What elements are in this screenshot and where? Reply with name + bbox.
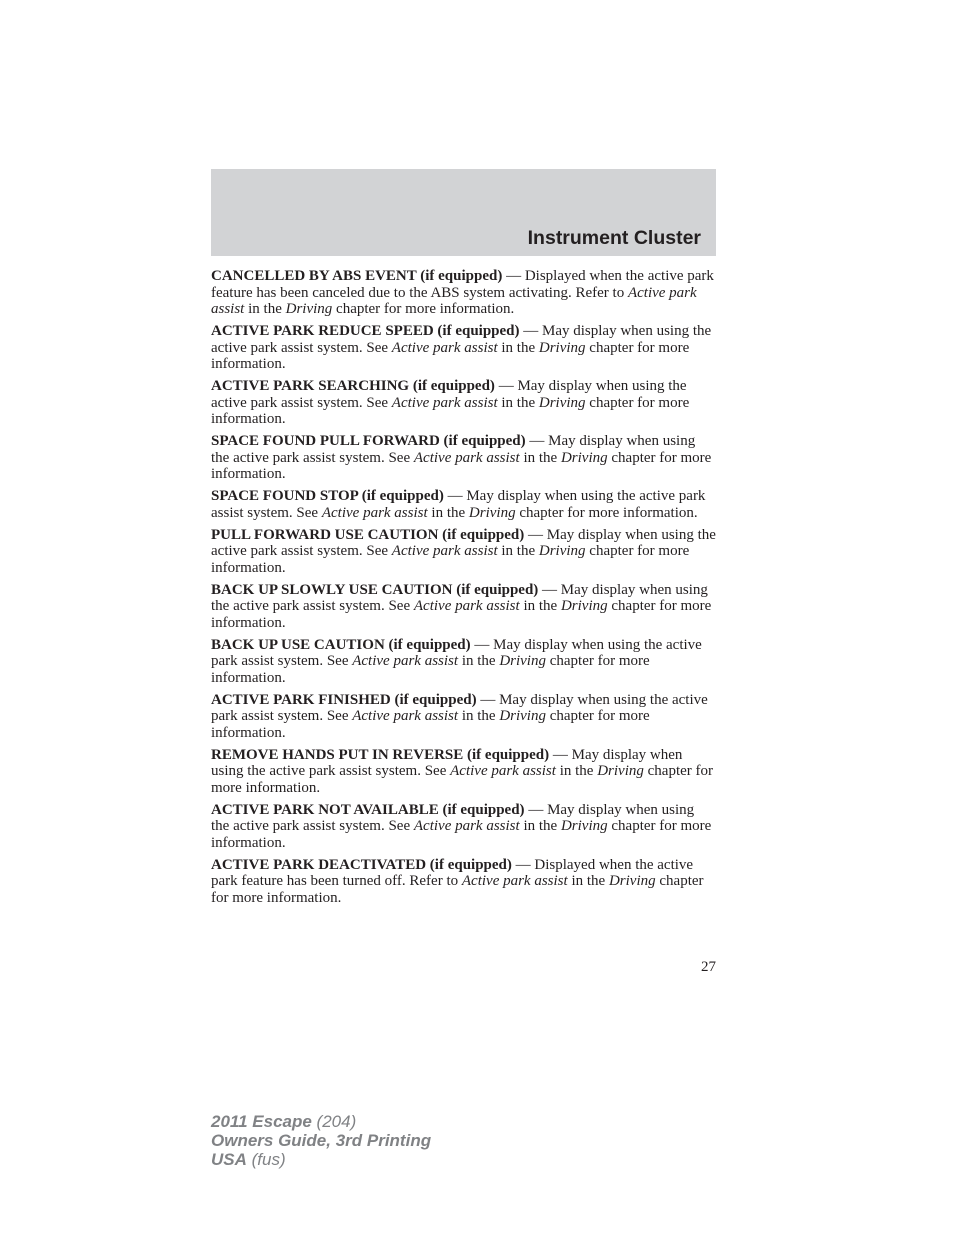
reference-chapter: Driving [560, 449, 608, 466]
message-entry [211, 323, 716, 373]
reference-chapter: Driving [538, 339, 586, 356]
message-description: — May display when using the active park assist system. See [211, 526, 716, 559]
message-description: chapter for more information. [332, 301, 515, 317]
message-entry [211, 802, 716, 852]
message-description: chapter for more information. [211, 449, 712, 482]
footer-model-code: (204) [311, 1112, 357, 1131]
reference-topic: Active park assist [450, 763, 556, 779]
message-description: in the [497, 543, 539, 559]
message-description: chapter for more information. [211, 394, 690, 427]
message-description: — May display when using the active park assist system. See [211, 636, 702, 669]
reference-topic: Active park assist [413, 598, 520, 614]
message-term: ACTIVE PARK REDUCE SPEED (if equipped) [211, 323, 520, 339]
message-description: in the [458, 653, 500, 669]
message-entry [211, 433, 716, 483]
message-entry [211, 378, 716, 428]
reference-chapter: Driving [285, 301, 333, 317]
reference-chapter: Driving [538, 543, 586, 559]
message-term: ACTIVE PARK SEARCHING (if equipped) [211, 378, 495, 394]
message-entry [211, 637, 716, 687]
message-entry [211, 268, 716, 318]
page-number: 27 [701, 959, 716, 975]
footer-market-code: (fus) [246, 1150, 286, 1169]
message-description: chapter for more information. [211, 873, 704, 906]
message-description: — May display when using the active park assist system. See [211, 801, 695, 834]
reference-chapter: Driving [499, 708, 546, 724]
reference-chapter: Driving [560, 598, 608, 614]
message-description: in the [555, 763, 598, 779]
message-term: CANCELLED BY ABS EVENT (if equipped) [211, 268, 503, 284]
reference-topic: Active park assist [211, 284, 697, 317]
message-description: in the [519, 598, 561, 614]
message-description: in the [244, 301, 286, 317]
footer-model: 2011 Escape [211, 1112, 312, 1131]
message-description: chapter for more information. [211, 708, 650, 741]
reference-chapter: Driving [468, 504, 516, 521]
section-header-band [211, 169, 716, 256]
message-list [211, 268, 716, 912]
message-description: in the [519, 818, 561, 834]
reference-topic: Active park assist [461, 873, 568, 889]
message-term: SPACE FOUND PULL FORWARD (if equipped) [211, 433, 526, 449]
reference-chapter: Driving [608, 873, 656, 889]
message-description: — May display when using the active park assist system. See [211, 746, 683, 779]
message-entry [211, 488, 716, 521]
reference-topic: Active park assist [352, 708, 459, 724]
message-description: chapter for more information. [211, 763, 714, 796]
reference-topic: Active park assist [413, 818, 520, 834]
footer-line-edition [211, 1131, 431, 1150]
message-description: chapter for more information. [211, 339, 690, 372]
reference-chapter: Driving [597, 763, 644, 779]
footer-market: USA [211, 1150, 247, 1169]
reference-chapter: Driving [538, 394, 586, 411]
message-description: in the [497, 339, 539, 356]
reference-chapter: Driving [499, 653, 546, 669]
reference-topic: Active park assist [391, 339, 498, 356]
message-entry [211, 692, 716, 742]
footer-line-model [211, 1112, 431, 1131]
message-description: chapter for more information. [515, 504, 698, 521]
reference-topic: Active park assist [352, 653, 459, 669]
message-description: — May display when using the active park assist system. See [211, 433, 696, 466]
message-term: ACTIVE PARK NOT AVAILABLE (if equipped) [211, 801, 525, 818]
message-description: chapter for more information. [211, 598, 712, 631]
reference-topic: Active park assist [413, 449, 520, 466]
message-description: — May display when using the active park assist system. See [211, 323, 712, 356]
footer-line-market [211, 1150, 431, 1169]
message-description: — May display when using the active park assist system. See [211, 378, 687, 411]
message-description: — May display when using the active park assist system. See [211, 691, 708, 724]
reference-topic: Active park assist [321, 504, 428, 521]
message-term: ACTIVE PARK DEACTIVATED (if equipped) [211, 856, 512, 873]
message-description: in the [458, 708, 500, 724]
reference-chapter: Driving [560, 818, 608, 834]
message-term: BACK UP SLOWLY USE CAUTION (if equipped) [211, 581, 539, 598]
message-description: in the [519, 449, 561, 466]
message-term: BACK UP USE CAUTION (if equipped) [211, 636, 471, 653]
message-description: — May display when using the active park assist system. See [211, 488, 706, 521]
message-description: in the [497, 394, 539, 411]
reference-topic: Active park assist [391, 543, 498, 559]
message-entry [211, 857, 716, 907]
message-description: in the [567, 873, 609, 889]
message-entry [211, 582, 716, 632]
message-entry [211, 747, 716, 797]
message-term: ACTIVE PARK FINISHED (if equipped) [211, 691, 477, 708]
message-description: — May display when using the active park assist system. See [211, 581, 708, 614]
message-description: — Displayed when the active park feature has been canceled due to the ABS system activating. Refer to [211, 268, 714, 301]
message-term: REMOVE HANDS PUT IN REVERSE (if equipped) [211, 746, 550, 763]
message-description: chapter for more information. [211, 653, 650, 686]
section-title: Instrument Cluster [527, 227, 701, 249]
message-description: — Displayed when the active park feature has been turned off. Refer to [211, 856, 694, 889]
message-term: SPACE FOUND STOP (if equipped) [211, 488, 444, 504]
message-description: in the [427, 504, 469, 521]
document-footer [211, 1112, 431, 1169]
message-description: chapter for more information. [211, 818, 712, 851]
message-entry [211, 527, 716, 577]
footer-edition: Owners Guide, 3rd Printing [211, 1131, 432, 1150]
reference-topic: Active park assist [391, 394, 498, 411]
message-term: PULL FORWARD USE CAUTION (if equipped) [211, 526, 525, 543]
message-description: chapter for more information. [211, 543, 690, 576]
